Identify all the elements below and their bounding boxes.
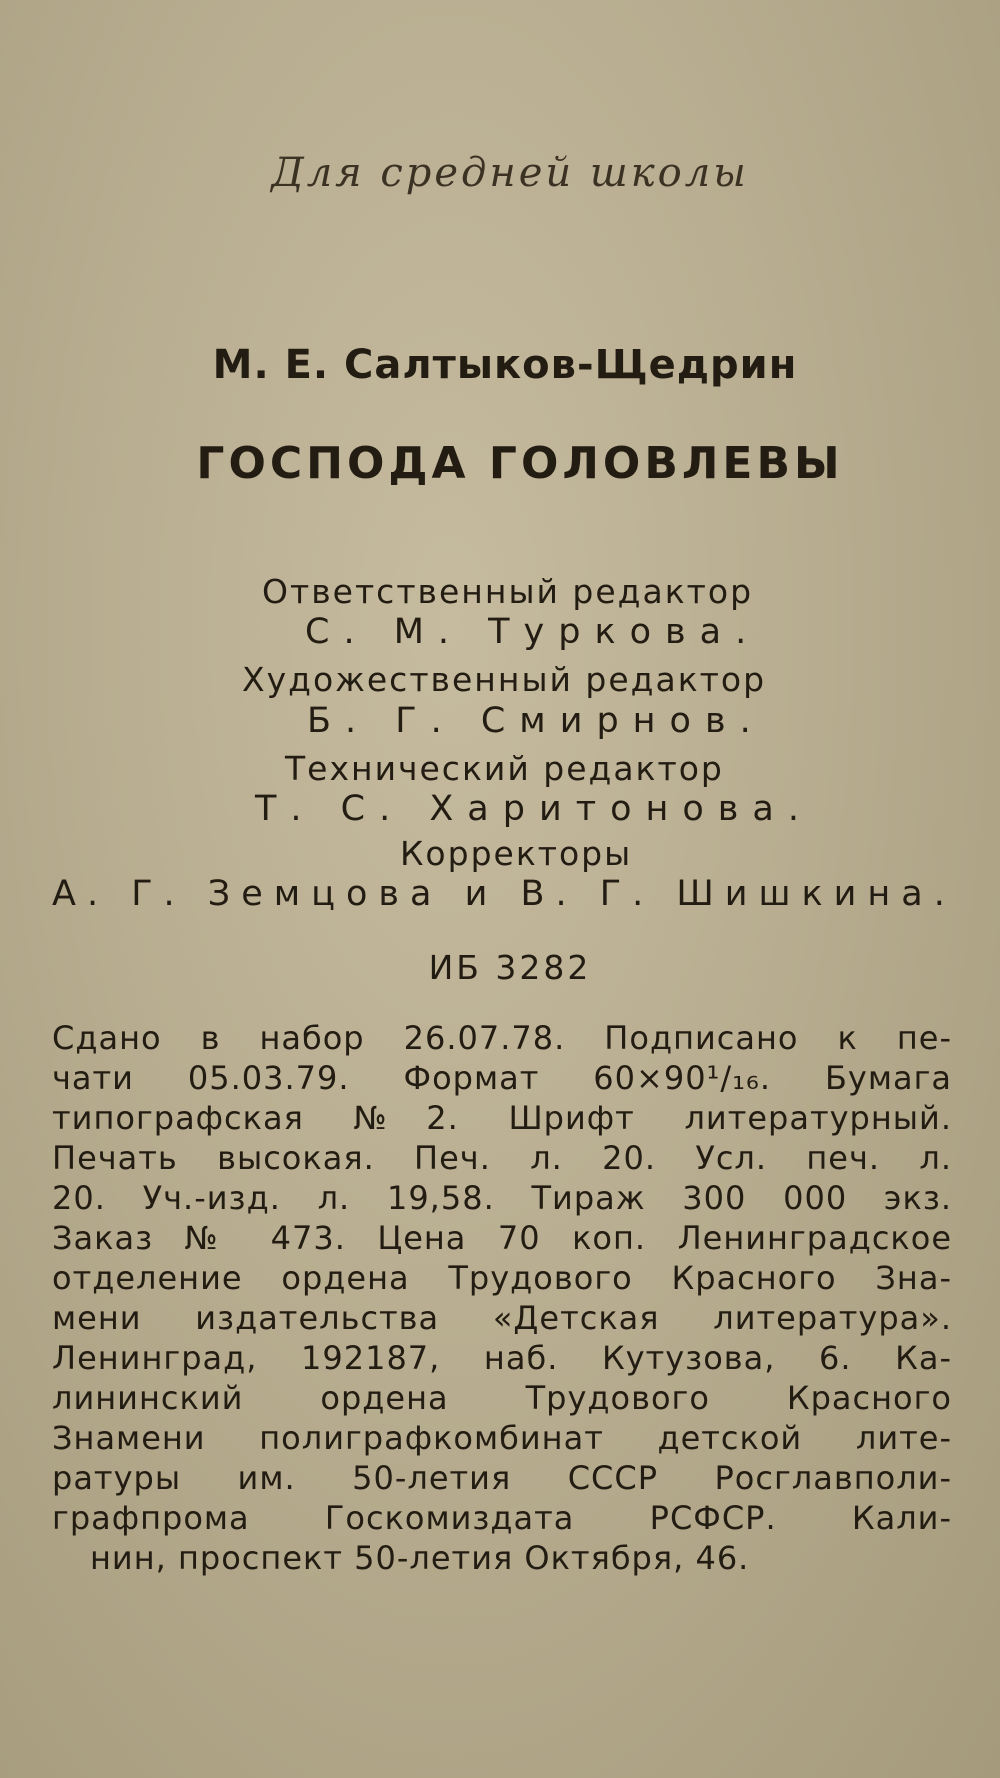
author-name: М. Е. Салтыков-Щедрин <box>212 342 798 388</box>
credit-role: Ответственный редактор <box>262 572 754 611</box>
series-label: Для средней школы <box>271 150 749 196</box>
imprint-line: лининский ордена Трудового Красного <box>52 1379 952 1417</box>
imprint-line: Знамени полиграфкомбинат детской лите- <box>52 1419 952 1457</box>
imprint-line: мени издательства «Детская литература». <box>52 1299 952 1337</box>
credit-person: С. М. Туркова. <box>305 612 761 652</box>
credit-person: Т. С. Харитонова. <box>255 789 814 829</box>
imprint-line: Сдано в набор 26.07.78. Подписано к пе- <box>52 1019 952 1057</box>
imprint-line: чати 05.03.79. Формат 60×90¹/₁₆. Бумага <box>52 1059 952 1097</box>
imprint-line: отделение ордена Трудового Красного Зна- <box>52 1259 952 1297</box>
imprint-line: Печать высокая. Печ. л. 20. Усл. печ. л. <box>52 1139 952 1177</box>
imprint-line: 20. Уч.-изд. л. 19,58. Тираж 300 000 экз. <box>52 1179 952 1217</box>
credit-role: Технический редактор <box>285 749 724 788</box>
credit-role: Художественный редактор <box>242 660 767 699</box>
imprint-line: ратуры им. 50-летия СССР Росглавполи- <box>52 1459 952 1497</box>
credit-person: Б. Г. Смирнов. <box>307 701 765 741</box>
ib-number: ИБ 3282 <box>428 948 592 987</box>
credit-role: Корректоры <box>400 834 633 873</box>
credit-person: А. Г. Земцова и В. Г. Шишкина. <box>52 874 956 914</box>
imprint-line: Заказ № 473. Цена 70 коп. Ленинградское <box>52 1219 952 1257</box>
book-title: ГОСПОДА ГОЛОВЛЕВЫ <box>196 438 844 489</box>
imprint-line: типографская №2. Шрифт литературный. <box>52 1099 952 1137</box>
imprint-line: графпрома Госкомиздата РСФСР. Кали- <box>52 1499 952 1537</box>
imprint-line: нин, проспект 50-летия Октября, 46. <box>90 1539 750 1577</box>
imprint-line: Ленинград, 192187, наб. Кутузова, 6. Ка- <box>52 1339 952 1377</box>
